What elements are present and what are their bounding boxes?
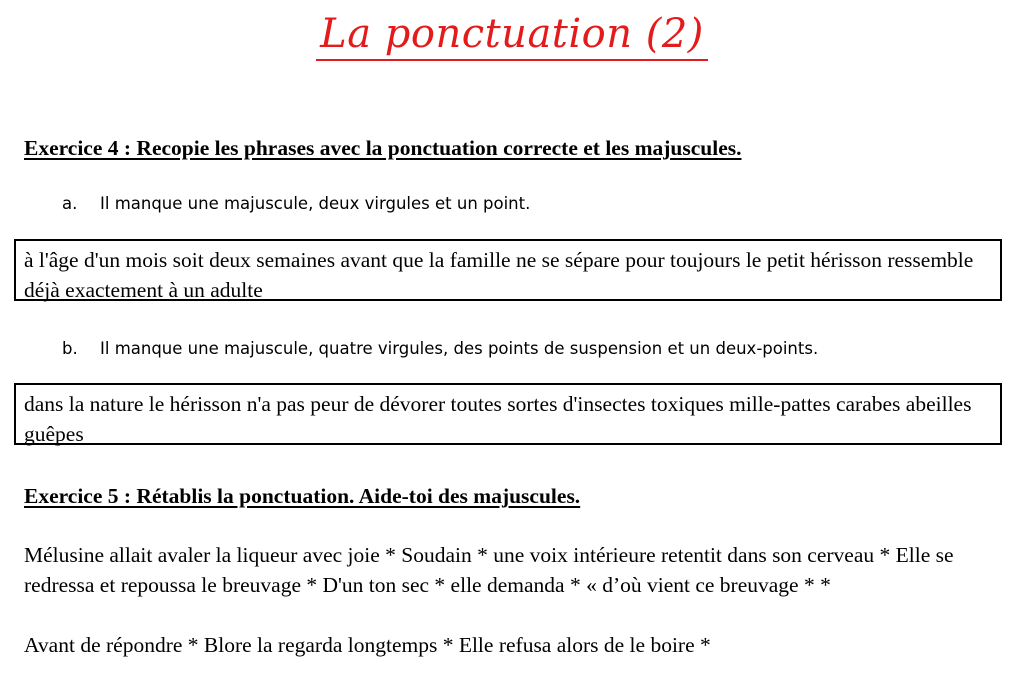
exercise-4-instruction-b <box>62 339 818 358</box>
sentence-box-b: dans la nature le hérisson n'a pas peur de dévorer toutes sortes d'insectes toxiques mille-pattes carabes abeilles guêpes <box>14 383 1002 445</box>
exercise-4-heading: Exercice 4 : Recopie les phrases avec la ponctuation correcte et les majuscules. <box>24 136 742 160</box>
sentence-box-a: à l'âge d'un mois soit deux semaines avant que la famille ne se sépare pour toujours le petit hérisson ressemble déjà exactement à un adulte <box>14 239 1002 301</box>
page-title <box>0 6 1024 62</box>
instruction-a-text: Il manque une majuscule, deux virgules et un point. <box>100 194 531 213</box>
page-title-text: La ponctuation (2) <box>316 9 708 61</box>
instruction-b-text: Il manque une majuscule, quatre virgules, des points de suspension et un deux-points. <box>100 339 819 358</box>
exercise-5-paragraph-1: Mélusine allait avaler la liqueur avec joie * Soudain * une voix intérieure retentit dans son cerveau * Elle se redressa et repoussa le breuvage * D'un ton sec * elle demanda * « d’où vient ce breuvage * * <box>24 543 954 597</box>
item-label-a: a. <box>62 194 78 213</box>
exercise-5-heading: Exercice 5 : Rétablis la ponctuation. Aide-toi des majuscules. <box>24 484 581 508</box>
item-label-b: b. <box>62 339 78 358</box>
exercise-5-paragraph-2: Avant de répondre * Blore la regarda longtemps * Elle refusa alors de le boire * <box>24 633 711 657</box>
exercise-4-instruction-a <box>62 194 530 213</box>
